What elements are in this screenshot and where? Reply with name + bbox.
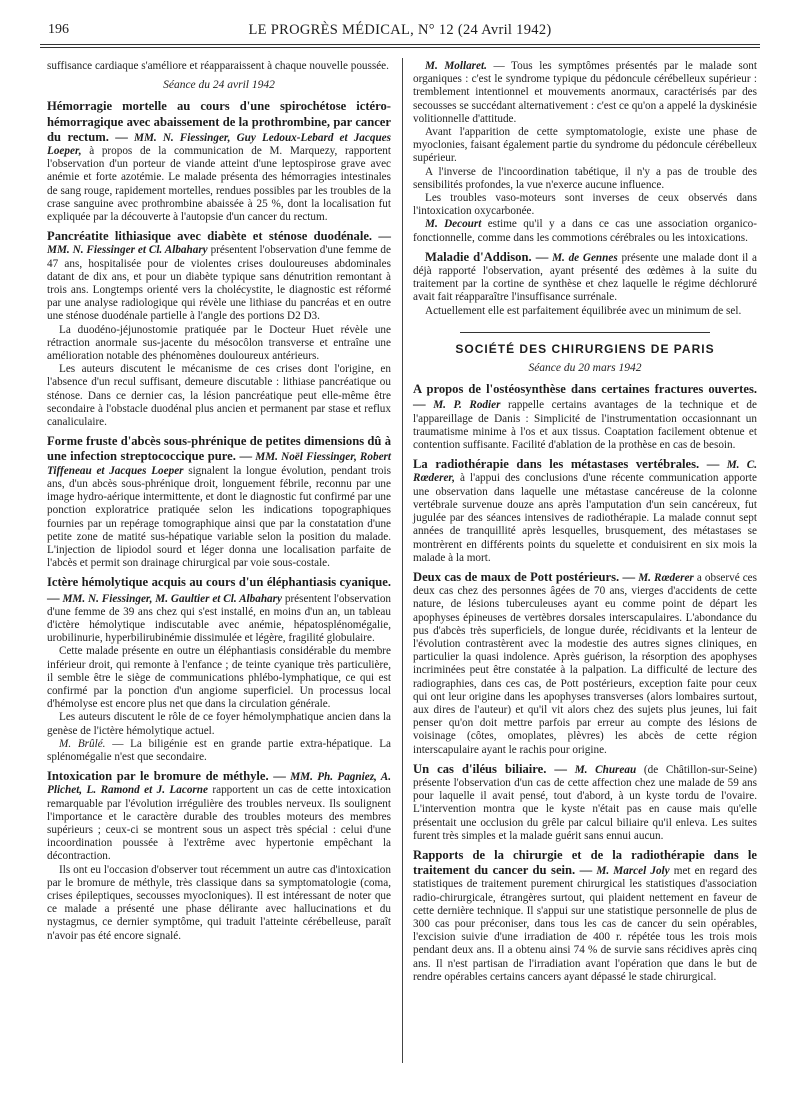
left-column	[47, 60, 391, 948]
header-rule	[40, 44, 760, 45]
article-osteosynthese	[413, 382, 757, 452]
article-paragraph	[413, 457, 757, 565]
article-paragraph	[413, 848, 757, 984]
article-paragraph	[47, 738, 391, 764]
article-text: a observé ces deux cas chez des personnes âgées de 70 ans, vierges d'accidents de cette nature, de lésions tuberculeuses ayant eu comme point de départ les apophyses épineuses de vertèbres dorsales interscapulaires. L'abondance du pus d'abcès très superficiels, de longue durée, récidivants et la lenteur de l'évolution contrastèrent avec la modestie des autres signes cliniques, en particulier la quasi indolence. Après guérison, la résorption des apophyses incriminées peut être constatée à la palpation. La difficulté de lecture des radiographies, dans ces cas, de Pott postérieurs, exception faite pour ceux qui ont leur origine dans les apophyses transverses (alors lombaires surtout, aux dires de l'auteur) et qu'il vit alors chez des sujets plus jeunes, lui fait penser qu'on doit mettre parfois par erreur au compte des lésions de voisinage (côtes, omoplates, plèvres) les abcès de cette région interscapulaire ayant le rachis pour origine.	[413, 571, 758, 756]
article-paragraph: Les auteurs discutent le mécanisme de ces crises dont l'origine, en l'absence d'un recul suffisant, demeure discutable : lithiase pancréatique ou sténose. Dans ce dernier cas, la lésion pancréatique peut elle-même être secondaire à l'obstacle duodénal plus ancien et permanent par stase et reflux canaliculaire.	[47, 363, 391, 429]
article-text: rapportent un cas de cette intoxication remarquable par l'évolution irrégulière des troubles nerveux. Ils soulignent l'importance et le caractère durable des troubles moteurs des membres supérieurs ; ceux-ci se montrent sous un aspect très spécial : celui d'une incoordination poussée à l'extrême avec hypertonie empêchant la décontraction.	[47, 784, 392, 863]
article-title: Un cas d'iléus biliaire. —	[413, 761, 568, 776]
article-authors: M. Marcel Joly	[596, 865, 670, 878]
discussion-mollaret	[413, 60, 757, 245]
right-column	[413, 60, 757, 989]
article-paragraph	[47, 229, 391, 323]
article-title: A propos de l'ostéosynthèse dans certaines fractures ouvertes. —	[413, 382, 757, 412]
article-text: présentent l'observation d'une femme de 47 ans, hospitalisée pour de violentes crises douloureuses abdominales datant de dix ans, et pour un diabète typique sans dénutrition remontant à trois ans. Longtemps orienté vers la cholécystite, le diagnostic est réformé par une analyse radiologique qui révèle une lithiase du pancréas et en outre une sténose duodénale partielle à l'angle des portions D2 D3.	[47, 244, 391, 323]
article-paragraph: Les auteurs discutent le rôle de ce foyer hémolymphatique ancien dans la genèse de l'ictère hémolytique actuel.	[47, 711, 391, 737]
article-ictere	[47, 575, 391, 764]
article-paragraph	[413, 382, 757, 452]
article-intoxication	[47, 769, 391, 943]
article-text: met en regard des statistiques de traitement purement chirurgical les statistiques d'association radio-chirurgicale, étrangères surtout, qui plaident nettement en faveur de cette dernière technique. Il s'appui sur une statistique personnelle de plus de 300 cas pour préconiser, dans tous les cas de cancer du sein opérables, l'excision suivie d'une irradiation de 400 r. répétée tous les trois mois pendant deux ans. Il a obtenu ainsi 74 % de survie sans récidives après cinq ans. Il n'est partisan de l'irradiation avant l'opération que dans le but de rendre opérables certains cancers ayant dépassé le stade chirurgical.	[413, 865, 757, 983]
continued-paragraph: suffisance cardiaque s'améliore et réapparaissent à chaque nouvelle poussée.	[47, 60, 389, 72]
article-addison	[413, 250, 757, 318]
article-radiotherapie	[413, 457, 757, 565]
article-paragraph: La duodéno-jéjunostomie pratiquée par le Docteur Huet révèle une rétraction anormale sus-jacente du mésocôlon transverse et entraîne une amélioration notable des phénomènes douloureux antérieurs.	[47, 323, 391, 363]
article-title: Hémorragie mortelle au cours d'une spirochétose ictéro-hémorragique avec abaissement de la prothrombine, par cancer du rectum. —	[47, 99, 391, 144]
article-title: Deux cas de maux de Pott postérieurs. —	[413, 569, 636, 584]
article-cancer-sein	[413, 848, 757, 984]
article-authors: MM. Ph. Pagniez, A. Plichet, L. Ramond et J. Lacorne	[47, 771, 392, 797]
article-text: présente une malade dont il a déjà rapporté l'observation, ayant présenté des œdèmes à la suite du traitement par la cortine de synthèse et chez laquelle le régime déchloruré avait fait réapparaître l'insuffisance surrénale.	[413, 251, 757, 304]
article-title: Forme fruste d'abcès sous-phrénique de petites dimensions dû à une infection streptococcique pure. —	[47, 434, 391, 464]
article-pancreatite	[47, 229, 391, 429]
article-authors: MM. N. Fiessinger et Cl. Albahary	[47, 244, 208, 257]
article-paragraph	[47, 575, 391, 645]
article-text: — La biligénie est en grande partie extra-hépatique. La splénomégalie n'est que secondaire.	[47, 737, 391, 763]
article-abces	[47, 434, 391, 570]
article-paragraph	[413, 218, 757, 244]
article-ileus	[413, 762, 757, 843]
discussant: M. Mollaret.	[425, 60, 487, 72]
session-date: Séance du 20 mars 1942	[528, 362, 642, 375]
header-rule-thin	[40, 47, 760, 48]
article-paragraph	[47, 769, 391, 863]
article-paragraph: Les troubles vaso-moteurs sont inverses de ceux observés dans l'intoxication oxycarbonée.	[413, 192, 757, 218]
article-paragraph	[413, 762, 757, 843]
section-rule	[460, 332, 710, 333]
article-text: (de Châtillon-sur-Seine) présente l'observation d'un cas de cette affection chez une malade de 59 ans pour laquelle il avait pensé, tout d'abord, à un kyste tordu de l'ovaire. L'intervention montra que le kyste n'était pas en cause mais qu'elle présentait une occlusion du grêle par calcul biliaire qu'il enleva. Les suites furent très simples et la malade guérit sans ennui aucun.	[413, 763, 757, 842]
article-title: Rapports de la chirurgie et de la radiothérapie dans le traitement du cancer du sein. —	[413, 847, 757, 878]
page-number: 196	[48, 22, 69, 37]
article-title: Intoxication par le bromure de méthyle. —	[47, 769, 286, 784]
journal-title: LE PROGRÈS MÉDICAL, N° 12 (24 Avril 1942)	[248, 22, 552, 38]
article-authors: MM. N. Fiessinger, Guy Ledoux-Lebard et Jacques Loeper,	[47, 131, 391, 158]
article-text: à l'appui des conclusions d'une récente communication apporte une observation dans laquelle une métastase cancéreuse de la colonne vertébrale survenue douze ans après l'amputation d'un sein cancéreux, fut jugulée par des séances intensives de radiothérapie. La malade connut sept années de tranquillité après lesquelles, brusquement, des métastases se montrèrent en différents points du squelette et conduisirent en six mois la malade à la mort.	[413, 472, 758, 564]
article-paragraph	[413, 250, 757, 305]
article-paragraph	[413, 570, 757, 757]
article-title: La radiothérapie dans les métastases vertébrales. —	[413, 457, 720, 472]
article-paragraph: Ils ont eu l'occasion d'observer tout récemment un autre cas d'intoxication par le bromure de méthyle, très classique dans sa symptomatologie (coma, crises épileptiques, secousses myocloniques). Il est intéressant de noter que ce malade a présenté une phase délirante avec hallucinations et du nystagmus, ce dernier symptôme, qui traduit l'atteinte cérébelleuse, paraît n'avoir pas été encore signalé.	[47, 863, 391, 942]
article-paragraph: A l'inverse de l'incoordination tabétique, il n'y a pas de trouble des sensibilités profondes, la vue n'exerce aucune influence.	[413, 165, 757, 191]
article-title: Pancréatite lithiasique avec diabète et sténose duodénale. —	[47, 229, 391, 244]
article-authors: M. P. Rodier	[433, 399, 501, 412]
discussant: M. Brûlé.	[59, 737, 106, 750]
article-authors: M. C. Rœderer,	[413, 459, 757, 485]
society-heading: SOCIÉTÉ DES CHIRURGIENS DE PARIS	[455, 341, 715, 356]
article-hemorragie	[47, 99, 391, 224]
article-text: rappelle certains avantages de la technique et de l'appareillage de Danis : Simplicité de l'instrumentation occasionnant un traumatisme minime à l'os et aux tissus. Coaptation facilement obtenue et contention suffisante. Facilité d'ablation de la prothèse en cas de besoin.	[413, 399, 757, 452]
article-paragraph: Cette malade présente en outre un éléphantiasis considérable du membre inférieur droit, qui remonte à l'enfance ; de teinte cyanique très particulière, il semble être le siège de communications phlébo-lymphatique, ce qui est confirmé par la ponction d'un angiome superficiel. Un processus local d'hémolyse est encore plus net que dans la circulation générale.	[47, 645, 391, 711]
article-paragraph	[47, 434, 391, 570]
article-authors: M. Chureau	[574, 763, 637, 776]
article-authors: MM. N. Fiessinger, M. Gaultier et Cl. Albahary	[62, 592, 282, 605]
article-paragraph: Avant l'apparition de cette symptomatologie, existe une phase de myoclonies, faisant également partie du syndrome du pédoncule cérébelleux supérieur.	[413, 126, 757, 165]
article-authors: M. Rœderer	[638, 571, 694, 584]
article-text: à propos de la communication de M. Marquezy, rapportent l'observation d'un porteur de viande atteint d'une leptospirose grave avec anémie et forte azotémie. Le malade présenta des hémorragies intestinales de sang rouge, rapidement mortelles, rendues possibles par les troubles de la crase sanguine avec prothrombine abaissée à 25 %, dont la localisation fut expliquée par la découverte à l'autopsie d'un cancer du rectum.	[47, 145, 391, 224]
session-date: Séance du 24 avril 1942	[163, 79, 275, 92]
discussant: M. Decourt	[425, 218, 482, 231]
column-divider	[402, 58, 403, 1063]
article-text: signalent la longue évolution, pendant trois ans, d'un abcès sous-phrénique droit, longuement fébrile, reconnu par une image hydro-aérique intermittente, et dont le diagnostic fut confirmé par une ponction exploratrice pratiquée selon les indications topographiques fournies par un repérage tomographique ainsi que par la constatation d'une petite zone de matité sus-hépatique variable selon la position du malade. L'injection de lipiodol sourd et léger donna une localisation parfaite de l'abcès et permit son drainage chirurgical par voie sous-costale.	[47, 464, 391, 570]
article-paragraph: Actuellement elle est parfaitement équilibrée avec un minimum de sel.	[425, 304, 742, 317]
article-paragraph	[413, 60, 757, 126]
running-header	[40, 22, 760, 42]
article-title: Maladie d'Addison. —	[425, 249, 549, 264]
article-text: estime qu'il y a dans ce cas une association organico-fonctionnelle, comme dans les commotions cérébrales ou les intoxications.	[413, 218, 757, 244]
article-title: Ictère hémolytique acquis au cours d'un éléphantiasis cyanique. —	[47, 575, 391, 605]
article-paragraph	[47, 99, 391, 224]
article-text: présentent l'observation d'une femme de 39 ans chez qui s'est installé, en moins d'un an, un tableau d'ictère hémolytique indiscutable avec anémie, hépatosplénomégalie, urobilinurie, hyperbilirubinémie dissimulée et légère, fragilité globulaire.	[47, 592, 392, 645]
article-text: — Tous les symptômes présentés par le malade sont organiques : c'est le syndrome typique du pédoncule cérébelleux supérieur : tremblement intentionnel et mouvements anormaux, caractérisés par des secousses se succédant alternativement : c'est ce qu'on a appelé la dyskinésie volitionnelle d'attitude.	[413, 60, 758, 125]
article-pott	[413, 570, 757, 757]
article-authors: MM. Noël Fiessinger, Robert Tiffeneau et Jacques Loeper	[47, 451, 392, 477]
article-authors: M. de Gennes	[552, 251, 618, 264]
